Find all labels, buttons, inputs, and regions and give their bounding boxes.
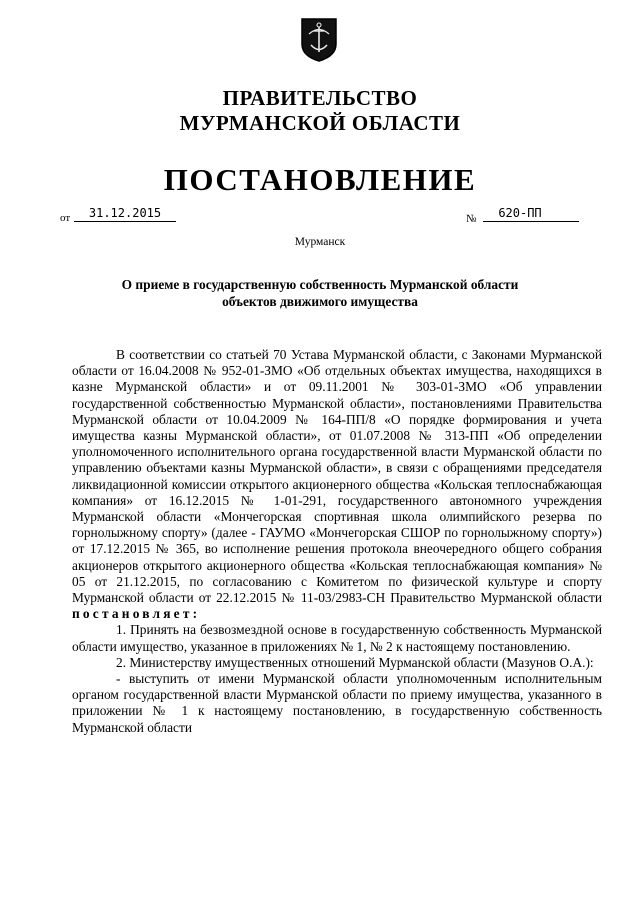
- date-field: [60, 204, 180, 226]
- date-underline: [74, 221, 176, 222]
- item-2-paragraph: 2. Министерству имущественных отношений Мурманской области (Мазунов О.А.):: [116, 654, 594, 670]
- number-prefix: №: [466, 213, 477, 225]
- city-name: Мурманск: [294, 236, 346, 248]
- document-type-title: ПОСТАНОВЛЕНИЕ: [163, 162, 477, 197]
- decree-word: постановляет:: [72, 606, 201, 622]
- item-1-paragraph: 1. Принять на безвозмездной основе в государственную собственность Мурманской области имущество, указанное в приложениях № 1, № 2 к настоящему постановлению.: [72, 622, 602, 654]
- subject-line1: О приеме в государственную собственность Мурманской области: [121, 277, 519, 292]
- government-name-line1: ПРАВИТЕЛЬСТВО: [222, 86, 418, 110]
- government-name-line2: МУРМАНСКОЙ ОБЛАСТИ: [179, 111, 461, 135]
- document-body: [72, 347, 602, 736]
- document-date: 31.12.2015: [88, 206, 162, 220]
- number-field: [466, 204, 582, 226]
- murmansk-coat-of-arms-icon: [300, 16, 338, 62]
- number-underline: [483, 221, 579, 222]
- date-prefix: от: [60, 212, 71, 224]
- preamble-paragraph: В соответствии со статьей 70 Устава Мурманской области, с Законами Мурманской области от 16.04.2008 № 952-01-ЗМО «Об отдельных объектах имущества, находящихся в казне Мурманской области» и от 09.11.2001 № 303-01-ЗМО «Об управлении государственной собственностью Мурманской области», постановлениями Правительства Мурманской области от 10.04.2009 № 164-ПП/8 «О порядке формирования и учета имущества казны Мурманской области», от 01.07.2008 № 313-ПП «Об определении уполномоченного исполнительного органа государственной власти Мурманской области по управлению объектами казны Мурманской области», в связи с обращениями председателя ликвидационной комиссии открытого акционерного общества «Кольская теплоснабжающая компания» от 16.12.2015 № 1-01-291, государственного автономного учреждения Мурманской области «Мончегорская спортивная школа олимпийского резерва по горнолыжному спорту» (далее - ГАУМО «Мончегорская СШОР по горнолыжному спорту») от 17.12.2015 № 365, во исполнение решения протокола внеочередного общего собрания акционеров открытого акционерного общества «Кольская теплоснабжающая компания» № 05 от 21.12.2015, по согласованию с Комитетом по физической культуре и спорту Мурманской области от 22.12.2015 № 11-03/2983-СН Правительство Мурманской области: [72, 347, 602, 606]
- subject-line2: объектов движимого имущества: [222, 294, 418, 309]
- document-subject: [90, 276, 550, 310]
- document-number: 620-ПП: [498, 206, 542, 220]
- item-2-subparagraph: - выступить от имени Мурманской области уполномоченным исполнительным органом государственной власти Мурманской области по приему имущества, указанного в приложении № 1 к настоящему постановлению, в государственную собственность Мурманской области: [72, 671, 602, 735]
